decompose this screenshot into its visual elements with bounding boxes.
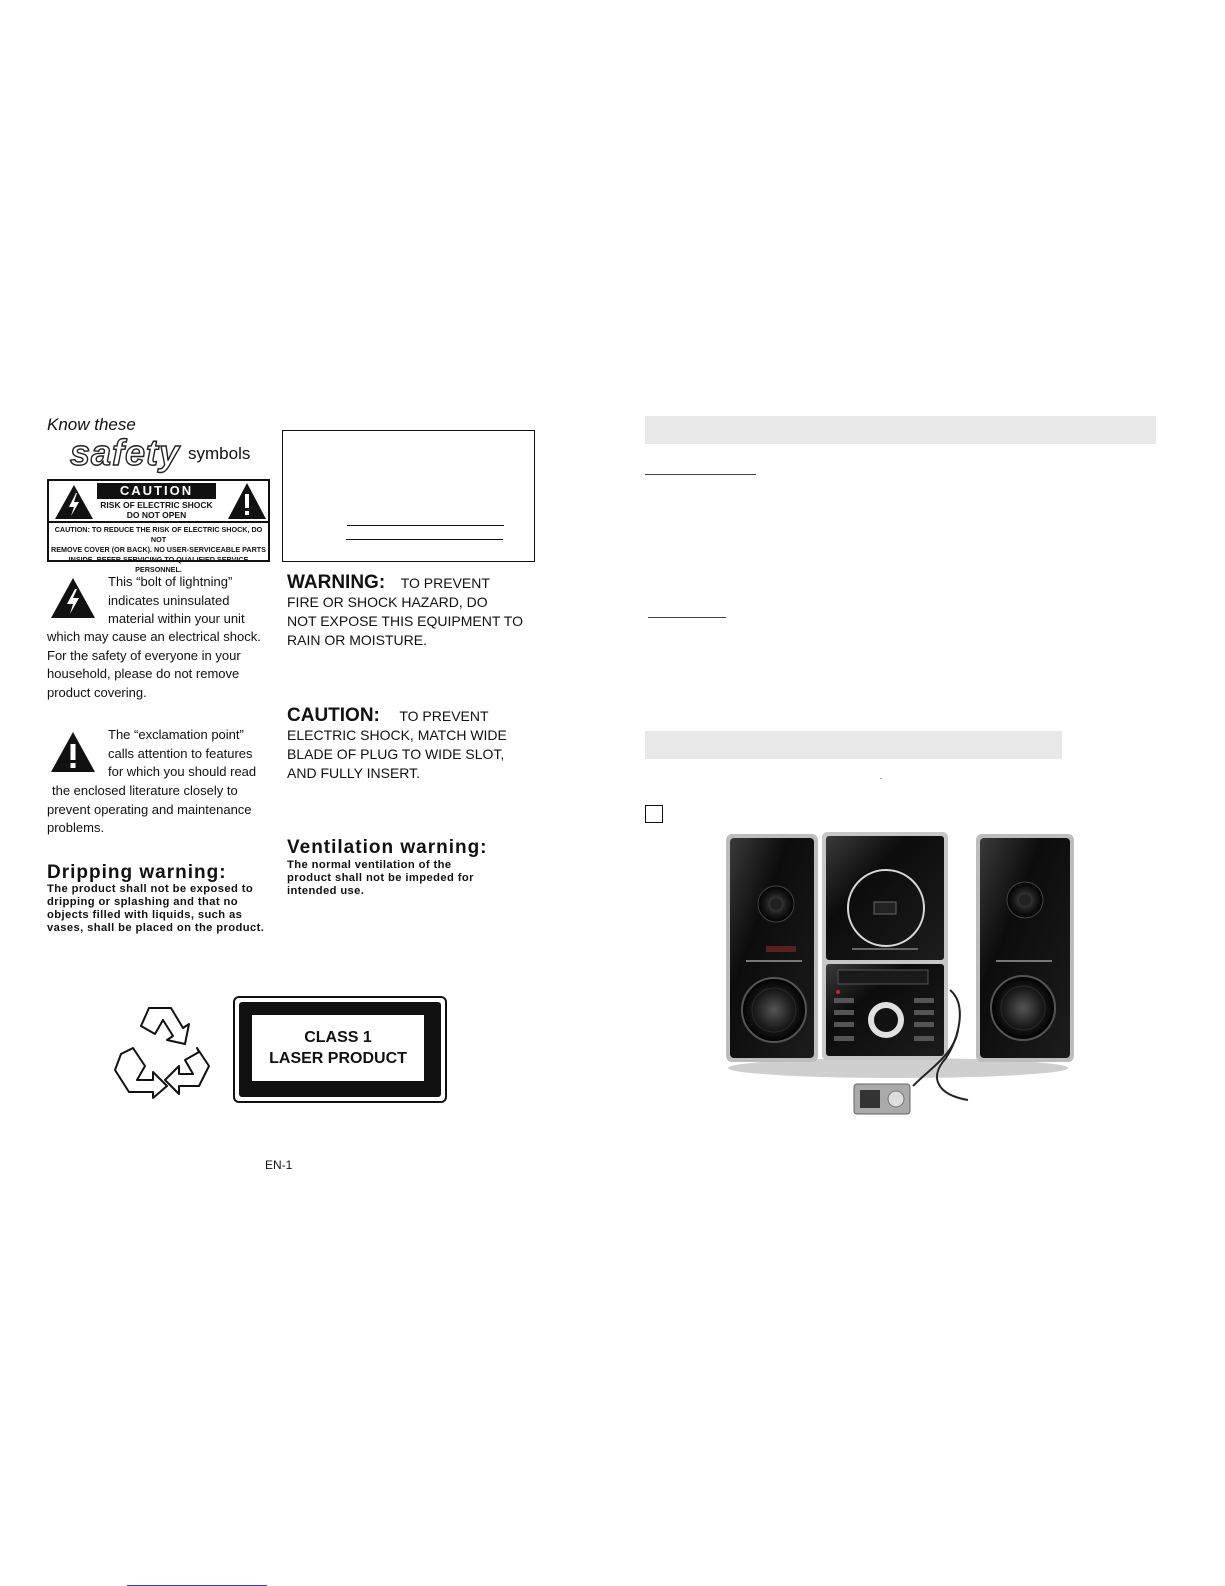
warning-lead: TO PREVENT: [400, 575, 490, 591]
paragraph-line: product shall not be impeded for: [287, 872, 474, 884]
laser-label-line: LASER PRODUCT: [269, 1050, 407, 1067]
laser-label-text: [252, 1015, 424, 1081]
blank-line: [347, 525, 504, 526]
paragraph-line: vases, shall be placed on the product.: [47, 922, 265, 934]
paragraph-line: The “exclamation point”: [108, 727, 244, 742]
caution-sub-line: RISK OF ELECTRIC SHOCK: [100, 500, 213, 510]
exclamation-warning-icon: [50, 731, 96, 773]
caution-label-divider: [49, 521, 268, 523]
paragraph-line: The product shall not be exposed to: [47, 883, 254, 895]
underline-rule: [648, 617, 726, 618]
ventilation-warning-body: [287, 859, 517, 898]
warning-block: [287, 573, 537, 650]
paragraph-line: indicates uninsulated: [108, 592, 230, 608]
paragraph-line: RAIN OR MOISTURE.: [287, 632, 428, 648]
paragraph-line: household, please do not remove: [47, 666, 240, 682]
paragraph-line: NOT EXPOSE THIS EQUIPMENT TO: [287, 613, 523, 629]
paragraph-line: the enclosed literature closely to: [52, 783, 238, 798]
caution-body-line: INSIDE. REFER SERVICING TO QUALIFIED SERVICE PERSONNEL.: [68, 555, 249, 574]
heading-know-these: Know these: [47, 415, 136, 434]
checkbox[interactable]: [645, 805, 663, 823]
caution-lead: TO PREVENT: [399, 708, 489, 724]
paragraph-line: material within your unit: [108, 611, 245, 627]
paragraph-line: AND FULLY INSERT.: [287, 765, 421, 781]
paragraph-line: This “bolt of lightning”: [108, 574, 233, 589]
page-number: EN-1: [265, 1158, 293, 1172]
caution-label-title: CAUTION: [97, 483, 216, 499]
exclamation-description: [108, 726, 273, 782]
lightning-description: [108, 573, 273, 629]
caution-block: [287, 706, 537, 783]
paragraph-line: for which you should read: [108, 764, 257, 780]
record-box: [282, 430, 535, 562]
heading-safety-word: safety: [70, 432, 181, 473]
caution-sub-line: DO NOT OPEN: [126, 510, 187, 520]
heading-symbols-word: symbols: [188, 444, 251, 463]
lightning-warning-icon: [54, 484, 94, 520]
paragraph-line: dripping or splashing and that no: [47, 896, 238, 908]
paragraph-line: problems.: [47, 820, 105, 836]
dot-mark: [880, 778, 882, 779]
paragraph-line: intended use.: [287, 885, 365, 897]
paragraph-line: calls attention to features: [108, 745, 253, 761]
paragraph-line: ELECTRIC SHOCK, MATCH WIDE: [287, 727, 507, 743]
paragraph-line: prevent operating and maintenance: [47, 801, 252, 817]
caution-body-line: CAUTION: TO REDUCE THE RISK OF ELECTRIC SHOCK, DO NOT: [54, 525, 263, 544]
dripping-warning-body: [47, 883, 279, 935]
dripping-warning-title: Dripping warning:: [47, 862, 227, 883]
lightning-description-continued: [47, 628, 277, 702]
warning-title: WARNING:: [287, 572, 386, 593]
paragraph-line: product covering.: [47, 684, 147, 700]
laser-product-label: [233, 996, 447, 1103]
caution-label-body: [51, 525, 266, 575]
exclamation-description-continued: [47, 782, 277, 838]
paragraph-line: FIRE OR SHOCK HAZARD, DO: [287, 594, 488, 610]
recycle-icon: [109, 1004, 217, 1100]
paragraph-line: For the safety of everyone in your: [47, 647, 241, 663]
caution-label-subtitle: [97, 500, 216, 520]
section-header-bar: [645, 416, 1156, 444]
laser-label-line: CLASS 1: [304, 1029, 372, 1046]
exclamation-warning-icon: [227, 482, 267, 520]
caution-body-line: REMOVE COVER (OR BACK). NO USER-SERVICEABLE PARTS: [51, 545, 266, 554]
ventilation-warning-title: Ventilation warning:: [287, 837, 488, 858]
paragraph-line: BLADE OF PLUG TO WIDE SLOT,: [287, 746, 505, 762]
lightning-warning-icon: [50, 577, 96, 619]
caution-label: [47, 479, 270, 574]
stereo-system-photo: [718, 830, 1080, 1120]
underline-rule: [645, 474, 756, 475]
paragraph-line: objects filled with liquids, such as: [47, 909, 243, 921]
paragraph-line: which may cause an electrical shock.: [47, 629, 261, 644]
blank-line: [346, 539, 503, 540]
paragraph-line: The normal ventilation of the: [287, 859, 452, 871]
section-header-bar: [645, 731, 1062, 759]
caution-title: CAUTION:: [287, 705, 380, 726]
